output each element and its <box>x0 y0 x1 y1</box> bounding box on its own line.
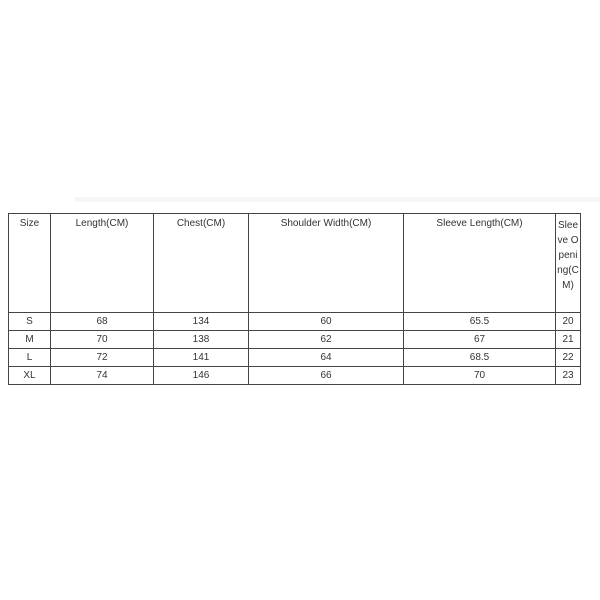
cell-size: M <box>9 331 51 349</box>
table-row <box>9 349 581 367</box>
cell-size: L <box>9 349 51 367</box>
top-divider <box>75 197 600 202</box>
table-row <box>9 367 581 385</box>
cell-sleeve-length: 67 <box>404 331 556 349</box>
header-cell-shoulder-width: Shoulder Width(CM) <box>249 214 404 313</box>
header-cell-sleeve-opening: Sleeve Opening(CM) <box>556 214 581 313</box>
cell-sleeve-opening: 20 <box>556 313 581 331</box>
table-header-row <box>9 214 581 313</box>
cell-length: 68 <box>51 313 154 331</box>
cell-sleeve-opening: 22 <box>556 349 581 367</box>
cell-sleeve-length: 68.5 <box>404 349 556 367</box>
cell-length: 74 <box>51 367 154 385</box>
cell-chest: 134 <box>154 313 249 331</box>
cell-sleeve-length: 70 <box>404 367 556 385</box>
cell-shoulder-width: 64 <box>249 349 404 367</box>
cell-sleeve-opening: 21 <box>556 331 581 349</box>
cell-chest: 146 <box>154 367 249 385</box>
header-cell-sleeve-length: Sleeve Length(CM) <box>404 214 556 313</box>
cell-shoulder-width: 62 <box>249 331 404 349</box>
cell-sleeve-length: 65.5 <box>404 313 556 331</box>
cell-length: 72 <box>51 349 154 367</box>
cell-shoulder-width: 60 <box>249 313 404 331</box>
cell-sleeve-opening: 23 <box>556 367 581 385</box>
cell-shoulder-width: 66 <box>249 367 404 385</box>
cell-chest: 141 <box>154 349 249 367</box>
cell-size: XL <box>9 367 51 385</box>
cell-size: S <box>9 313 51 331</box>
table-row <box>9 313 581 331</box>
cell-chest: 138 <box>154 331 249 349</box>
header-cell-chest: Chest(CM) <box>154 214 249 313</box>
header-cell-size: Size <box>9 214 51 313</box>
header-cell-length: Length(CM) <box>51 214 154 313</box>
table-row <box>9 331 581 349</box>
cell-length: 70 <box>51 331 154 349</box>
size-chart-table <box>8 213 581 385</box>
